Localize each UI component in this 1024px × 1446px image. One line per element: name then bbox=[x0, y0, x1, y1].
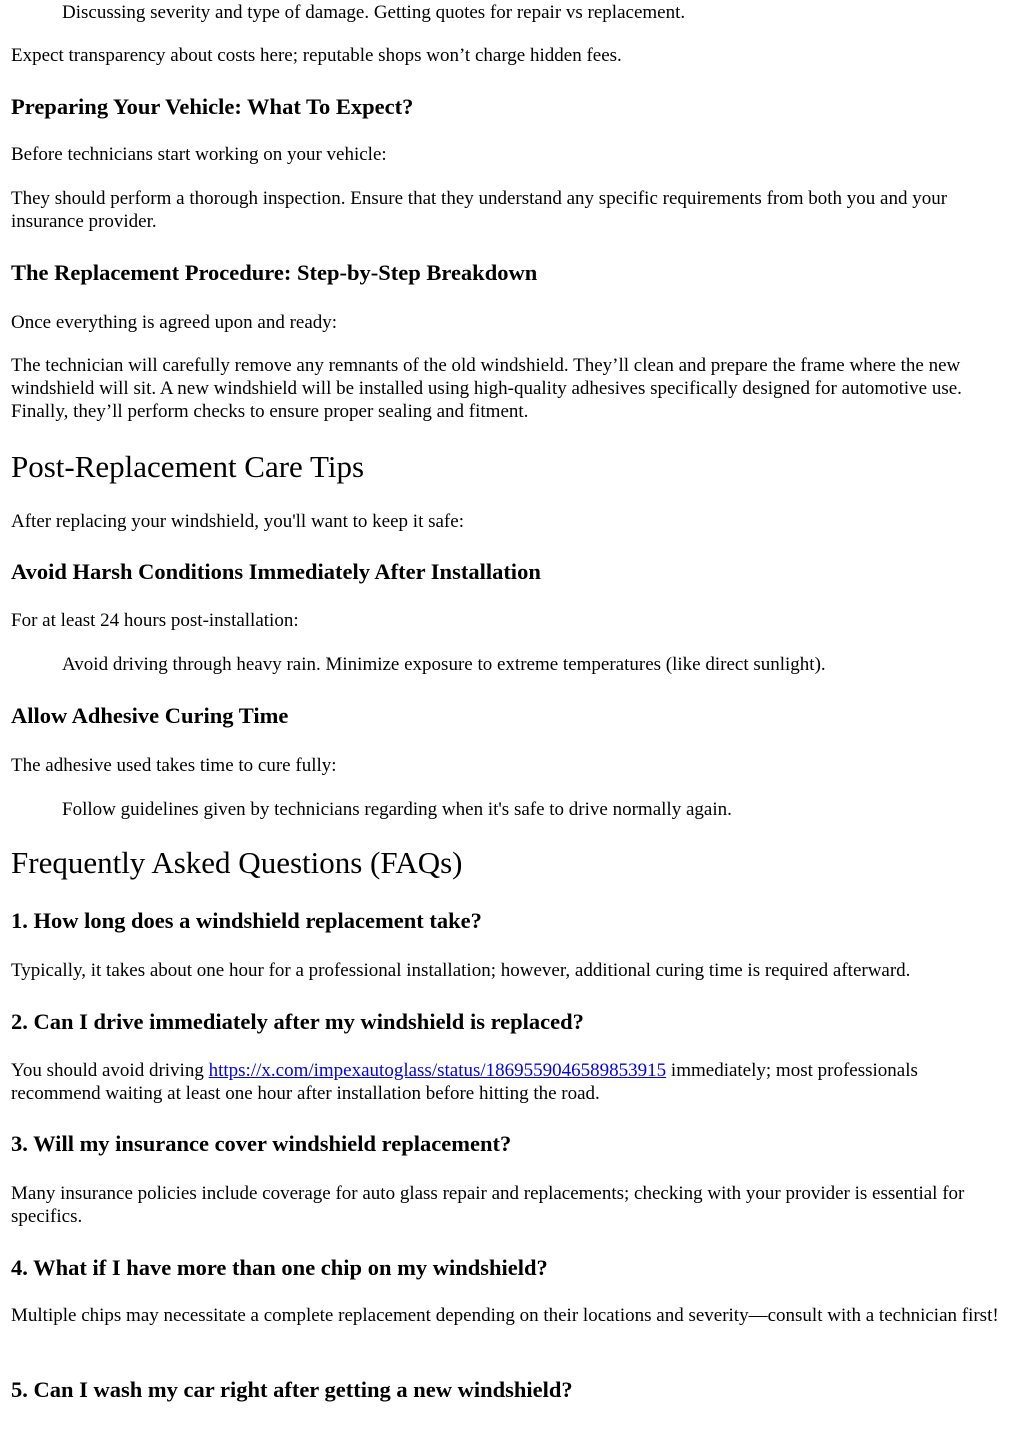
heading-preparing-vehicle: Preparing Your Vehicle: What To Expect? bbox=[11, 94, 414, 119]
heading-adhesive-curing: Allow Adhesive Curing Time bbox=[11, 703, 289, 728]
indented-paragraph-damage-discussion: Discussing severity and type of damage. Getting quotes for repair vs replacement. bbox=[62, 2, 686, 23]
faq-question-1: 1. How long does a windshield replacement take? bbox=[11, 908, 482, 933]
heading-replacement-procedure: The Replacement Procedure: Step-by-Step Breakdown bbox=[11, 260, 538, 285]
faq-question-5: 5. Can I wash my car right after getting a new windshield? bbox=[11, 1377, 573, 1402]
faq-question-2: 2. Can I drive immediately after my windshield is replaced? bbox=[11, 1009, 584, 1034]
faq-answer-2-text-start: You should avoid driving bbox=[11, 1060, 209, 1081]
paragraph-procedure-steps: The technician will carefully remove any remnants of the old windshield. They’ll clean and prepare the frame where the new windshield will sit. A new windshield will be installed using high-quality adhesives specifically designed for automotive use. Finally, they’ll perform checks to ensure proper sealing and fitment. bbox=[11, 355, 962, 422]
paragraph-before-technicians: Before technicians start working on your vehicle: bbox=[11, 144, 387, 165]
heading-faqs: Frequently Asked Questions (FAQs) bbox=[11, 845, 463, 880]
indented-paragraph-follow-guidelines: Follow guidelines given by technicians regarding when it's safe to drive normally again. bbox=[62, 799, 732, 820]
faq-answer-2 bbox=[11, 1059, 1011, 1105]
faq-question-4: 4. What if I have more than one chip on my windshield? bbox=[11, 1255, 548, 1280]
indented-paragraph-avoid-rain: Avoid driving through heavy rain. Minimize exposure to extreme temperatures (like direct sunlight). bbox=[62, 654, 826, 675]
paragraph-24-hours: For at least 24 hours post-installation: bbox=[11, 610, 299, 631]
heading-avoid-harsh-conditions: Avoid Harsh Conditions Immediately After Installation bbox=[11, 559, 541, 584]
paragraph-agreed-ready: Once everything is agreed upon and ready: bbox=[11, 312, 338, 333]
paragraph-cost-transparency: Expect transparency about costs here; reputable shops won’t charge hidden fees. bbox=[11, 45, 622, 66]
faq-answer-2-text-end: immediately; most professionals recommend waiting at least one hour after installation before hitting the road. bbox=[11, 1060, 918, 1104]
faq-answer-1: Typically, it takes about one hour for a professional installation; however, additional curing time is required afterward. bbox=[11, 960, 911, 981]
heading-post-replacement-care: Post-Replacement Care Tips bbox=[11, 449, 365, 484]
paragraph-inspection: They should perform a thorough inspection. Ensure that they understand any specific requirements from both you and your insurance provider. bbox=[11, 188, 948, 232]
paragraph-adhesive-cure: The adhesive used takes time to cure fully: bbox=[11, 755, 337, 776]
faq-question-3: 3. Will my insurance cover windshield replacement? bbox=[11, 1131, 512, 1156]
impex-autoglass-status-link[interactable]: https://x.com/impexautoglass/status/1869559046589853915 bbox=[208, 1060, 667, 1081]
paragraph-after-replacing: After replacing your windshield, you'll want to keep it safe: bbox=[11, 511, 464, 532]
faq-answer-3: Many insurance policies include coverage for auto glass repair and replacements; checking with your provider is essential for specifics. bbox=[11, 1183, 965, 1227]
faq-answer-4: Multiple chips may necessitate a complete replacement depending on their locations and severity—consult with a technician first! bbox=[11, 1305, 999, 1326]
